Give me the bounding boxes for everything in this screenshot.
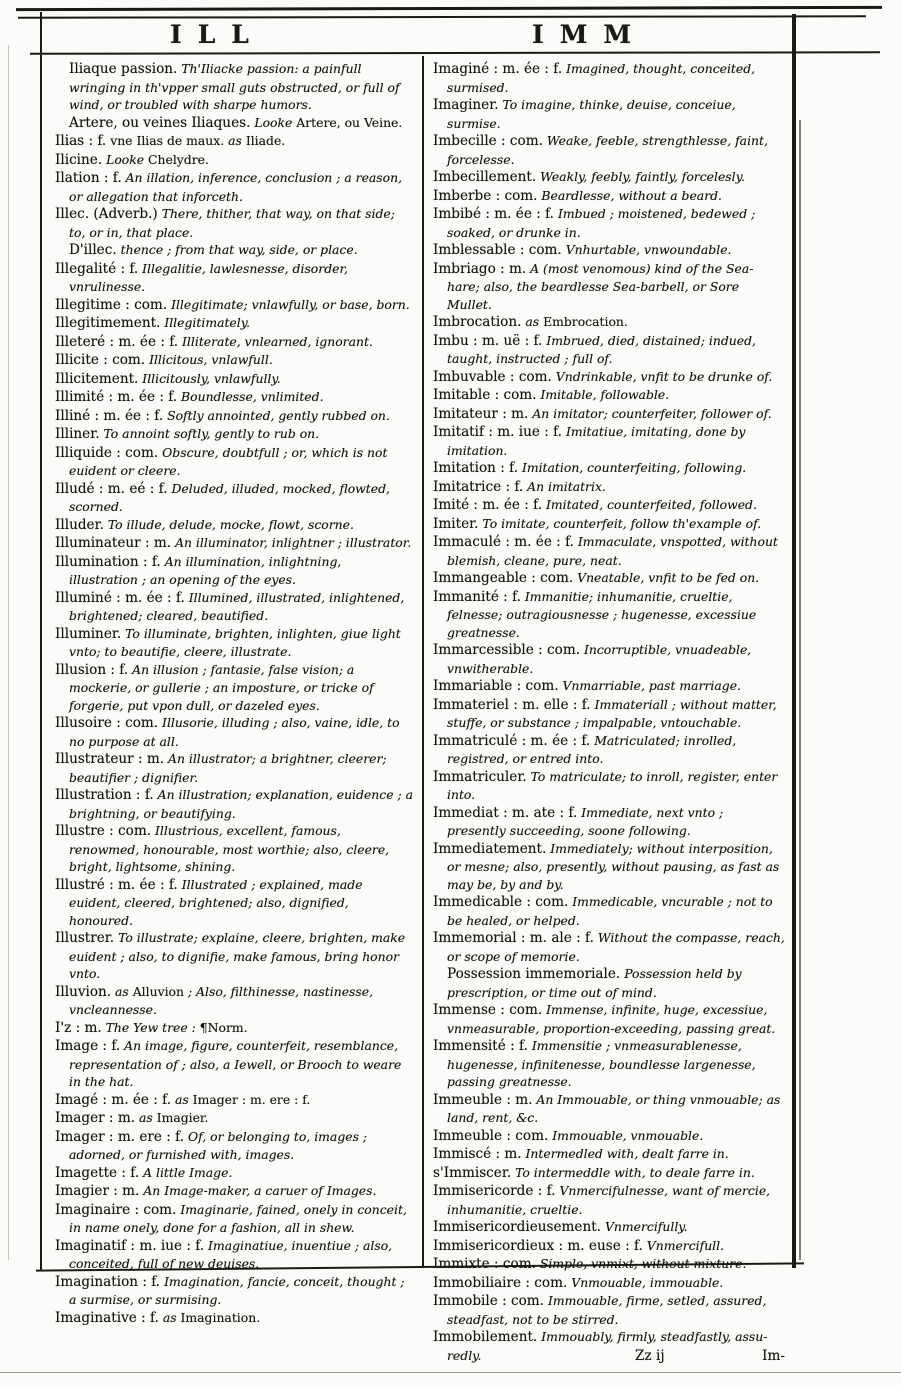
dictionary-entry: [433, 1164, 785, 1183]
definition: Softly annointed, gently rubbed on.: [163, 407, 390, 423]
definition: To imitate, counterfeit, follow th'example of.: [478, 515, 762, 531]
headword: Immemorial : m. ale : f.: [433, 930, 594, 946]
headword: Imbibé : m. ée : f.: [433, 206, 554, 222]
headword: Illustré : m. ée : f.: [55, 876, 178, 893]
definition: Immediately; without interposition, or mesne; also, presently, without pausing, as fast as may be, by and by.: [447, 840, 780, 892]
headword: Immedicable : com.: [433, 894, 569, 910]
definition: Matriculated; inrolled, registred, or entred into.: [447, 732, 737, 766]
dictionary-entry: [55, 132, 413, 151]
dictionary-entry: [55, 60, 413, 114]
definition: Vneatable, vnfit to be fed on.: [573, 570, 760, 585]
headword: Illiné : m. ée : f.: [55, 407, 164, 424]
headword: Illumination : f.: [55, 553, 161, 570]
dictionary-entry: [55, 388, 413, 407]
headword: Immarcessible : com.: [433, 642, 581, 658]
right-column: [433, 60, 785, 1365]
headword: Illiquide : com.: [55, 444, 159, 461]
definition: Illustrated ; explained, made euident, cleered, brightened; also, dignified, honoured.: [69, 876, 363, 928]
headword: Illusoire : com.: [55, 715, 159, 731]
dictionary-entry: [55, 1309, 413, 1328]
dictionary-entry: [55, 333, 413, 352]
definition: An illumination, inlightning, illustration ; an opening of the eyes.: [69, 553, 342, 587]
headword: Immanité : f.: [433, 588, 521, 605]
dictionary-entry: [55, 205, 413, 241]
dictionary-entry: [433, 804, 785, 840]
definition: An illustration; explanation, euidence ; a brightning, or beautifying.: [69, 787, 413, 821]
dictionary-entry: [55, 714, 413, 750]
dictionary-entry: [55, 534, 413, 553]
headword: Immiscé : m.: [433, 1146, 522, 1162]
definition: Imaginarie, fained, onely in conceit, in name onely, done for a fashion, all in shew.: [69, 1201, 407, 1235]
dictionary-entry: [433, 386, 785, 405]
dictionary-entry: [433, 1145, 785, 1164]
definition: Deluded, illuded, mocked, flowted, scorned.: [69, 480, 390, 514]
headword: Imiter.: [433, 515, 479, 532]
headword: Illustrer.: [55, 930, 115, 946]
dictionary-entry: [433, 241, 785, 260]
headword: Immateriel : m. elle : f.: [433, 696, 591, 713]
dictionary-entry: [55, 1019, 413, 1038]
dictionary-entry: [433, 205, 785, 241]
headword: Illiner.: [55, 426, 100, 442]
definition: An illation, inference, conclusion ; a reason, or allegation that inforceth.: [69, 170, 403, 204]
dictionary-entry: [433, 132, 785, 168]
dictionary-entry: [55, 169, 413, 205]
headword: Illuminer.: [55, 625, 122, 642]
dictionary-entry: [55, 661, 413, 715]
definition: as: [158, 1309, 181, 1325]
definition: A little Image.: [139, 1164, 233, 1180]
definition: thence ; from that way, side, or place.: [116, 242, 358, 257]
dictionary-entry: [55, 516, 413, 535]
headword: Imagination : f.: [55, 1273, 161, 1290]
dictionary-entry: [55, 151, 413, 170]
definition: Imitated, counterfeited, followed.: [542, 497, 757, 512]
definition: Vndrinkable, vnfit to be drunke of.: [551, 368, 773, 384]
definition: To imagine, thinke, deuise, conceiue, surmise.: [447, 97, 736, 131]
definition: Imbued ; moistened, bedewed ; soaked, or drunke in.: [447, 206, 756, 240]
definition: Immouably, firmly, steadfastly, assu-: [537, 1329, 768, 1344]
headword: Imité : m. ée : f.: [433, 497, 543, 513]
headword: Imitateur : m.: [433, 405, 529, 422]
cross-reference: vne Ilias de maux.: [106, 133, 225, 148]
dictionary-entry: [433, 515, 785, 534]
definition: Vnmercifull.: [642, 1237, 725, 1253]
definition: Illusorie, illuding ; also, vaine, idle, to no purpose at all.: [69, 715, 400, 749]
dictionary-entry: [55, 553, 413, 589]
headword: Immobilement.: [433, 1329, 538, 1345]
dictionary-entry: [433, 1237, 785, 1256]
headword: Imbecillement.: [433, 169, 537, 185]
definition: Vnmouable, immouable.: [567, 1274, 724, 1290]
definition: Obscure, doubtfull ; or, which is not euident or cleere.: [69, 444, 388, 478]
definition: Looke: [102, 151, 149, 167]
definition: Immaculate, vnspotted, without blemish, cleane, pure, neat.: [447, 534, 778, 568]
headword: Imagier : m.: [55, 1183, 140, 1199]
definition: Illumined, illustrated, inlightened, brightened; cleared, beautified.: [69, 589, 405, 623]
definition: Incorruptible, vnuadeable, vnwitherable.: [447, 642, 752, 676]
dictionary-entry: [55, 1237, 413, 1273]
dictionary-entry: [433, 569, 785, 588]
definition: To annoint softly, gently to rub on.: [99, 426, 320, 441]
headword: Immatriculé : m. ée : f.: [433, 732, 591, 749]
definition: Simple, vnmixt, without mixture.: [535, 1256, 747, 1271]
definition: To intermeddle with, to deale farre in.: [511, 1164, 755, 1180]
headword: Illuder.: [55, 516, 104, 533]
headword: Immeuble : com.: [433, 1127, 549, 1144]
definition: Imagination, fancie, conceit, thought ; a surmise, or surmising.: [69, 1273, 405, 1307]
definition: Immouable, vnmouable.: [548, 1127, 704, 1143]
dictionary-entry: [433, 168, 785, 187]
headword: Possession immemoriale.: [447, 966, 621, 982]
headword: Immobile : com.: [433, 1293, 545, 1309]
headword: Illegitimement.: [55, 315, 161, 331]
dictionary-entry: [433, 260, 785, 314]
headword: Imbu : m. uë : f.: [433, 332, 543, 349]
dictionary-entry: [433, 588, 785, 642]
dictionary-entry: [433, 768, 785, 804]
definition: Immanitie; inhumanitie, crueltie, felnesse; outragiousnesse ; hugenesse, excessiue greatnesse.: [447, 588, 757, 640]
headword: Imager : m.: [55, 1110, 136, 1126]
dictionary-entry: [433, 929, 785, 965]
headword: Immatriculer.: [433, 768, 527, 785]
headword: Imbriago : m.: [433, 260, 527, 277]
dictionary-entry: [55, 1201, 413, 1237]
dictionary-entry: [55, 822, 413, 876]
column-foot-line: [433, 1347, 785, 1366]
definition: There, thither, that way, on that side; to, or in, that place.: [69, 206, 395, 240]
definition: Vnmercifulnesse, want of mercie, inhumanitie, crueltie.: [447, 1183, 771, 1217]
cross-reference: Imagier.: [156, 1110, 209, 1125]
headword: Immensité : f.: [433, 1038, 528, 1054]
dictionary-entry: [433, 313, 785, 332]
headword: Immisericordieusement.: [433, 1219, 602, 1235]
catchword: Im-: [762, 1347, 785, 1364]
definition: Immouable, firme, setled, assured, steadfast, not to be stirred.: [447, 1293, 767, 1327]
dictionary-entry: [433, 677, 785, 696]
definition: An image, figure, counterfeit, resemblance, representation of ; also, a Iewell, or Brooch to weare in the hat.: [69, 1038, 402, 1089]
headword: Imbecille : com.: [433, 133, 543, 149]
page-edge-line: [8, 45, 9, 1260]
frame-rule-left: [40, 12, 42, 1270]
dictionary-entry: [433, 459, 785, 478]
dictionary-entry: [55, 1164, 413, 1183]
definition: Vnmarriable, past marriage.: [558, 678, 741, 693]
definition: Weakly, feebly, faintly, forcelesly.: [536, 169, 745, 184]
headword: Imbuvable : com.: [433, 368, 552, 385]
cross-reference: Alluvion: [132, 983, 184, 999]
dictionary-entry: [55, 407, 413, 426]
frame-rule-top-inner: [18, 15, 866, 18]
dictionary-entry: [433, 1218, 785, 1237]
headword: Imblessable : com.: [433, 242, 562, 258]
headword: Illudé : m. eé : f.: [55, 480, 168, 497]
headword: Immisericordieux : m. euse : f.: [433, 1237, 643, 1254]
headword: Imitatif : m. iue : f.: [433, 424, 563, 440]
cross-reference: Embrocation.: [543, 314, 628, 329]
headword: Illimité : m. ée : f.: [55, 389, 178, 405]
running-head-left: ILL: [170, 20, 265, 49]
dictionary-entry: [55, 314, 413, 333]
definition: ; Also, filthinesse, nastinesse, vncleannesse.: [69, 983, 374, 1017]
dictionary-entry: [433, 187, 785, 206]
headword: Imaginer.: [433, 97, 499, 113]
definition: Imitatiue, imitating, done by imitation.: [447, 424, 746, 458]
headword: Illeteré : m. ée : f.: [55, 333, 179, 350]
dictionary-entry: [55, 444, 413, 480]
dictionary-entry: [55, 876, 413, 930]
column-divider-rule: [422, 56, 424, 1266]
headword: Illicite : com.: [55, 352, 146, 368]
last-line-continuation: redly.: [447, 1347, 482, 1363]
dictionary-entry: [55, 480, 413, 516]
dictionary-entry: [433, 405, 785, 424]
definition: Without the compasse, reach, or scope of memorie.: [447, 930, 785, 964]
dictionary-entry: [55, 425, 413, 444]
definition: Illicitous, vnlawfull.: [145, 352, 273, 367]
cross-reference: Imager : m. ere : f.: [192, 1091, 311, 1107]
definition: as: [171, 1091, 193, 1107]
headword: Imaginative : f.: [55, 1309, 159, 1326]
definition: The Yew tree :: [101, 1019, 200, 1035]
frame-rule-header-bottom: [30, 51, 880, 54]
definition: Imagined, thought, conceited, surmised.: [447, 61, 756, 95]
signature-mark: Zz ij: [635, 1347, 665, 1364]
headword: Ilias : f.: [55, 133, 107, 149]
headword: Immaculé : m. ée : f.: [433, 534, 574, 550]
dictionary-entry: [55, 929, 413, 983]
headword: Immediat : m. ate : f.: [433, 804, 578, 821]
scan-bottom-line: [0, 1372, 901, 1373]
dictionary-entry: [55, 241, 413, 260]
headword: Immobiliaire : com.: [433, 1274, 568, 1291]
definition: Imaginatiue, inuentiue ; also, conceited, full of new deuises.: [69, 1237, 393, 1271]
definition: Looke: [250, 114, 297, 130]
definition: Immateriall ; without matter, stuffe, or substance ; impalpable, vntouchable.: [447, 696, 777, 730]
dictionary-entry: [55, 1091, 413, 1110]
headword: D'illec.: [69, 242, 117, 258]
headword: Imberbe : com.: [433, 187, 538, 204]
headword: Illuminateur : m.: [55, 535, 172, 551]
definition: Illegalitie, lawlesnesse, disorder, vnrulinesse.: [69, 260, 348, 294]
headword: Immense : com.: [433, 1002, 543, 1018]
definition: as: [224, 133, 246, 148]
definition: Possession held by prescription, or time out of mind.: [447, 966, 742, 1000]
headword: s'Immiscer.: [433, 1164, 512, 1181]
definition: Illustrious, excellent, famous, renowmed, honourable, most worthie; also, cleere, bright, lightsome, shining.: [69, 823, 390, 874]
dictionary-entry: [433, 1001, 785, 1037]
definition: An imitator; counterfeiter, follower of.: [528, 405, 772, 421]
headword: Illusion : f.: [55, 661, 129, 678]
dictionary-entry: [433, 1292, 785, 1328]
dictionary-entry: [433, 1182, 785, 1218]
definition: An imitatrix.: [523, 478, 606, 494]
dictionary-entry: [433, 332, 785, 368]
dictionary-entry: [55, 370, 413, 389]
definition: An illusion ; fantasie, false vision; a mockerie, or gullerie ; an imposture, or tricke of forgerie, put vpon dull, or dazeled eyes.: [69, 661, 374, 713]
dictionary-entry: [55, 983, 413, 1019]
cross-reference: Chelydre.: [148, 151, 209, 167]
dictionary-entry: [433, 1127, 785, 1146]
headword: Imager : m. ere : f.: [55, 1128, 185, 1145]
dictionary-entry: [55, 750, 413, 786]
headword: Imaginatif : m. iue : f.: [55, 1237, 205, 1254]
headword: Imaginaire : com.: [55, 1201, 177, 1218]
headword: Illuvion.: [55, 983, 112, 1000]
dictionary-entry: [433, 965, 785, 1001]
cross-reference: ¶Norm.: [199, 1019, 248, 1035]
dictionary-entry: [433, 840, 785, 894]
definition: as: [135, 1110, 157, 1125]
cross-reference: Artere, ou Veine.: [296, 114, 403, 130]
definition: Vnmercifully.: [601, 1219, 688, 1234]
dictionary-entry: [55, 1109, 413, 1128]
headword: Immangeable : com.: [433, 570, 574, 586]
headword: Illegalité : f.: [55, 260, 139, 277]
running-head-right: IMM: [532, 20, 648, 49]
definition: Beardlesse, without a beard.: [537, 187, 722, 203]
headword: I'z : m.: [55, 1019, 102, 1036]
dictionary-entry: [433, 1255, 785, 1274]
definition: Imitation, counterfeiting, following.: [518, 460, 747, 475]
definition: An illuminator, inlightner ; illustrator.: [171, 535, 412, 550]
cross-reference: Imagination.: [180, 1309, 261, 1325]
dictionary-entry: [433, 478, 785, 497]
headword: Artere, ou veines Iliaques.: [69, 114, 251, 131]
definition: Illiterate, vnlearned, ignorant.: [178, 333, 373, 349]
definition: A (most venomous) kind of the Sea-hare; also, the beardlesse Sea-barbell, or Sore Mullet.: [447, 260, 754, 312]
headword: Ilation : f.: [55, 170, 122, 186]
dictionary-entry: [433, 423, 785, 459]
headword: Illec. (Adverb.): [55, 206, 158, 222]
definition: Illegitimately.: [160, 315, 251, 330]
dictionary-entry: [433, 732, 785, 768]
definition: Immense, infinite, huge, excessiue, vnmeasurable, proportion-exceeding, passing great.: [447, 1002, 776, 1036]
frame-rule-right: [792, 14, 796, 1268]
dictionary-entry: [55, 1273, 413, 1309]
definition: Of, or belonging to, images ; adorned, or furnished with, images.: [69, 1128, 368, 1162]
headword: Illuminé : m. ée : f.: [55, 589, 185, 606]
headword: Imitable : com.: [433, 387, 537, 403]
dictionary-entry: [55, 260, 413, 296]
definition: To illude, delude, mocke, flowt, scorne.: [103, 516, 354, 532]
dictionary-entry: [55, 351, 413, 370]
dictionary-entry: [433, 1037, 785, 1091]
dictionary-entry: [55, 786, 413, 822]
left-column: [55, 60, 413, 1327]
definition: To matriculate; to inroll, register, enter into.: [447, 768, 778, 802]
definition: Imbrued, died, distained; indued, taught, instructed ; full of.: [447, 332, 756, 366]
headword: Illustre : com.: [55, 823, 152, 839]
definition: Vnhurtable, vnwoundable.: [561, 242, 732, 257]
dictionary-entry: [433, 641, 785, 677]
definition: To illustrate; explaine, cleere, brighten, make euident ; also, to dignifie, make famous, bring honor vnto.: [69, 930, 406, 981]
definition: Immediate, next vnto ; presently succeeding, soone following.: [447, 804, 724, 838]
headword: Imitation : f.: [433, 460, 519, 476]
dictionary-entry: [55, 114, 413, 133]
dictionary-entry: [433, 893, 785, 929]
headword: Imaginé : m. ée : f.: [433, 61, 563, 77]
definition: To illuminate, brighten, inlighten, giue light vnto; to beautifie, cleere, illustrate.: [69, 625, 401, 659]
dictionary-entry: [55, 296, 413, 315]
dictionary-entry: [433, 533, 785, 569]
headword: Imagé : m. ée : f.: [55, 1091, 172, 1108]
headword: Imitatrice : f.: [433, 478, 524, 495]
definition: Illicitously, vnlawfully.: [138, 370, 281, 386]
dictionary-entry: [55, 1128, 413, 1164]
definition: An Image-maker, a caruer of Images.: [139, 1183, 377, 1198]
headword: Immixte : com.: [433, 1256, 536, 1272]
dictionary-entry: [433, 496, 785, 515]
dictionary-entry: [433, 1328, 785, 1347]
headword: Immediatement.: [433, 840, 547, 857]
dictionary-entry: [433, 60, 785, 96]
headword: Illustrateur : m.: [55, 751, 165, 767]
dictionary-entry: [433, 368, 785, 387]
headword: Iliaque passion.: [69, 61, 178, 77]
definition: An illustrator; a brightner, cleerer; beautifier ; dignifier.: [69, 751, 387, 785]
definition: Immensitie ; vnmeasurablenesse, hugenesse, infinitenesse, boundlesse largenesse, passing greatnesse.: [447, 1038, 756, 1089]
definition: Imitable, followable.: [536, 387, 670, 402]
frame-rule-right-shadow: [799, 120, 801, 1260]
dictionary-entry: [55, 589, 413, 625]
headword: Illicitement.: [55, 370, 139, 387]
headword: Imbrocation.: [433, 314, 522, 330]
headword: Illustration : f.: [55, 787, 154, 803]
definition: as: [521, 314, 544, 329]
dictionary-entry: [433, 1274, 785, 1293]
definition: as: [111, 983, 133, 999]
headword: Immeuble : m.: [433, 1091, 533, 1108]
definition: Immedicable, vncurable ; not to be healed, or helped.: [447, 894, 773, 928]
definition: Intermedled with, dealt farre in.: [521, 1146, 729, 1161]
headword: Ilicine.: [55, 151, 103, 168]
headword: Immisericorde : f.: [433, 1183, 556, 1199]
headword: Immariable : com.: [433, 678, 559, 694]
dictionary-entry: [55, 1037, 413, 1091]
frame-rule-top-outer: [16, 6, 882, 11]
dictionary-entry: [55, 625, 413, 661]
dictionary-entry: [433, 1091, 785, 1127]
definition: Boundlesse, vnlimited.: [177, 389, 324, 404]
definition: Illegitimate; vnlawfully, or base, born.: [167, 296, 410, 312]
dictionary-entry: [433, 696, 785, 732]
headword: Imagette : f.: [55, 1164, 140, 1181]
definition: Weake, feeble, strengthlesse, faint, forcelesse.: [447, 133, 768, 167]
definition: Th'Iliacke passion: a painfull wringing in th'vpper small guts obstructed, or full of wind, or troubled with sharpe humors.: [69, 61, 400, 112]
cross-reference: Iliade.: [245, 133, 286, 148]
headword: Image : f.: [55, 1038, 121, 1054]
headword: Illegitime : com.: [55, 296, 168, 313]
definition: An Immouable, or thing vnmouable; as land, rent, &c.: [447, 1091, 781, 1125]
dictionary-entry: [433, 96, 785, 132]
dictionary-entry: [55, 1182, 413, 1201]
